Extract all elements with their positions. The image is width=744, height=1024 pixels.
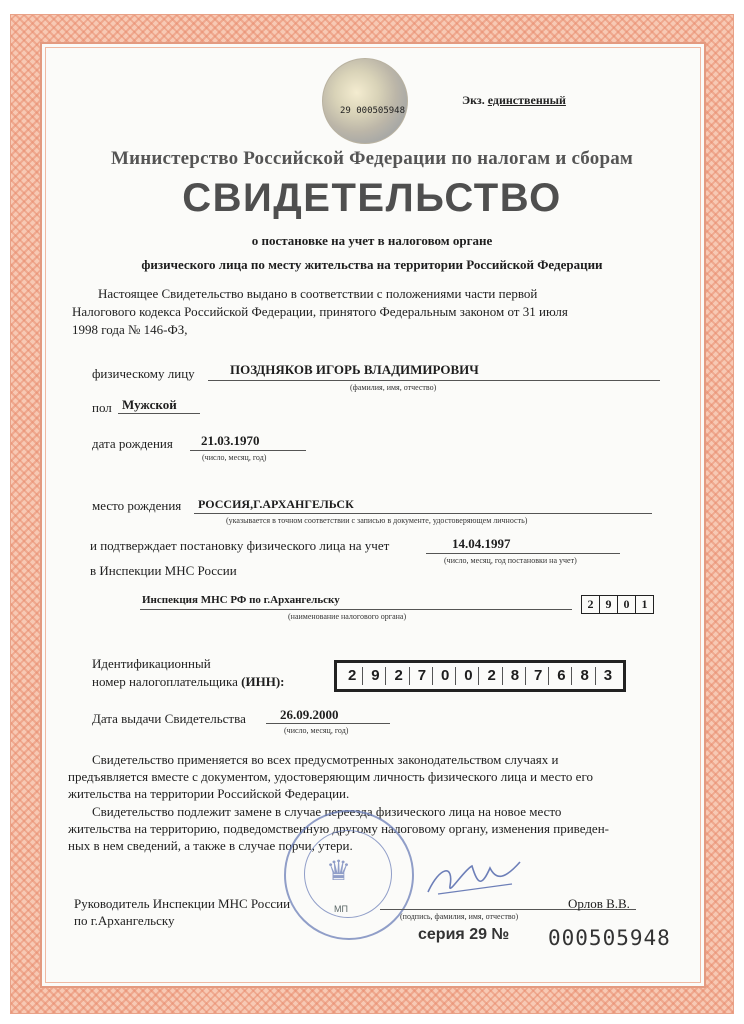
inspection-code-digit: 1 — [641, 597, 648, 611]
inspection-code — [581, 595, 654, 614]
ministry-name: Министерство Российской Федерации по налогам и сборам — [110, 148, 634, 169]
intro-line-3: 1998 года № 146-ФЗ, — [72, 322, 188, 337]
inspection-code-digit: 2 — [582, 596, 600, 613]
name-label: физическому лицу — [92, 366, 195, 381]
inspection-underline — [140, 609, 572, 610]
registration-confirm-label: и подтверждает постановку физического лица на учет — [90, 538, 390, 553]
stamp-mark: МП — [334, 904, 348, 914]
head-title-line-1: Руководитель Инспекции МНС России — [74, 896, 291, 911]
inn-digit: 7 — [528, 667, 549, 685]
inn-digit: 6 — [551, 667, 572, 685]
subtitle-line-2: физического лица по месту жительства на территории Российской Федерации — [141, 257, 603, 272]
issue-date-label: Дата выдачи Свидетельства — [92, 711, 246, 726]
inn-digit: 3 — [603, 667, 613, 684]
document-title: СВИДЕТЕЛЬСТВО — [182, 176, 562, 220]
birthdate-value: 21.03.1970 — [201, 433, 260, 448]
birthplace-underline — [194, 513, 652, 514]
official-stamp — [284, 810, 414, 940]
hologram-number: 29 000505948 — [340, 106, 406, 116]
issue-date-hint: (число, месяц, год) — [284, 726, 349, 735]
registration-date: 14.04.1997 — [452, 536, 511, 551]
birthplace-label: место рождения — [92, 498, 182, 513]
note-1-line-2: предъявляется вместе с документом, удостоверяющим личность физического лица и место его — [68, 769, 593, 784]
signature-hint: (подпись, фамилия, имя, отчество) — [400, 912, 519, 921]
note-2-line-1: Свидетельство подлежит замене в случае переезда физического лица на новое место — [92, 804, 562, 819]
inn-digit: 2 — [389, 667, 410, 685]
hologram-seal — [322, 58, 408, 144]
note-1-line-3: жительства на территории Российской Федерации. — [68, 786, 350, 801]
name-value: ПОЗДНЯКОВ ИГОРЬ ВЛАДИМИРОВИЧ — [230, 362, 479, 377]
issue-date-underline — [266, 723, 390, 724]
inn-label-line-2 — [92, 674, 284, 690]
inn-digit: 2 — [342, 667, 363, 685]
birthplace-value: РОССИЯ,Г.АРХАНГЕЛЬСК — [198, 497, 354, 511]
subtitle-line-1: о постановке на учет в налоговом органе — [251, 233, 493, 248]
birthdate-underline — [190, 450, 306, 451]
inn-digit: 8 — [575, 667, 596, 685]
head-title-line-2: по г.Архангельску — [74, 913, 175, 928]
inn-digit: 2 — [482, 667, 503, 685]
note-2-line-3: ных в нем сведений, а также в случае порчи, утери. — [68, 838, 353, 853]
inn-label-text: номер налогоплательщика — [92, 674, 238, 689]
inn-label-line-1: Идентификационный — [92, 656, 211, 671]
birthplace-hint: (указывается в точном соответствии с записью в документе, удостоверяющем личность) — [226, 516, 528, 525]
birthdate-label: дата рождения — [92, 436, 173, 451]
birthdate-hint: (число, месяц, год) — [202, 453, 267, 462]
registration-date-underline — [426, 553, 620, 554]
inn-digit: 0 — [458, 667, 479, 685]
inn-digit: 7 — [412, 667, 433, 685]
note-2-line-2: жительства на территорию, подведомственную другому налоговому органу, изменения приведен- — [68, 821, 609, 836]
intro-line-2: Налогового кодекса Российской Федерации, принятого Федеральным законом от 31 июля — [72, 304, 568, 319]
eagle-emblem-icon: ♛ — [326, 856, 352, 887]
inspection-code-digit: 0 — [618, 596, 636, 613]
copy-note-value: единственный — [487, 93, 566, 107]
registration-date-hint: (число, месяц, год постановки на учет) — [444, 556, 577, 565]
copy-note-prefix: Экз. — [462, 93, 485, 107]
inn-digit: 0 — [435, 667, 456, 685]
series-number: 000505948 — [548, 926, 671, 950]
inspection-label: в Инспекции МНС России — [90, 563, 237, 578]
name-underline — [208, 380, 660, 381]
inspection-name: Инспекция МНС РФ по г.Архангельску — [142, 594, 340, 606]
intro-line-1: Настоящее Свидетельство выдано в соответствии с положениями части первой — [98, 286, 538, 301]
sex-value: Мужской — [122, 397, 177, 412]
series-label: серия 29 № — [418, 926, 510, 943]
sex-underline — [118, 413, 200, 414]
inn-digit: 8 — [505, 667, 526, 685]
inn-box — [334, 660, 626, 692]
note-1-line-1: Свидетельство применяется во всех предусмотренных законодательством случаях и — [92, 752, 559, 767]
sex-label: пол — [92, 400, 112, 415]
inspection-hint: (наименование налогового органа) — [288, 612, 407, 621]
issue-date-value: 26.09.2000 — [280, 707, 339, 722]
name-hint: (фамилия, имя, отчество) — [350, 383, 437, 392]
inspection-code-digit: 9 — [600, 596, 618, 613]
signature-scribble — [420, 856, 530, 902]
copy-note — [462, 93, 566, 108]
signer-name: Орлов В.В. — [568, 896, 630, 911]
inn-label-suffix: (ИНН): — [241, 674, 285, 689]
inn-digit: 9 — [365, 667, 386, 685]
